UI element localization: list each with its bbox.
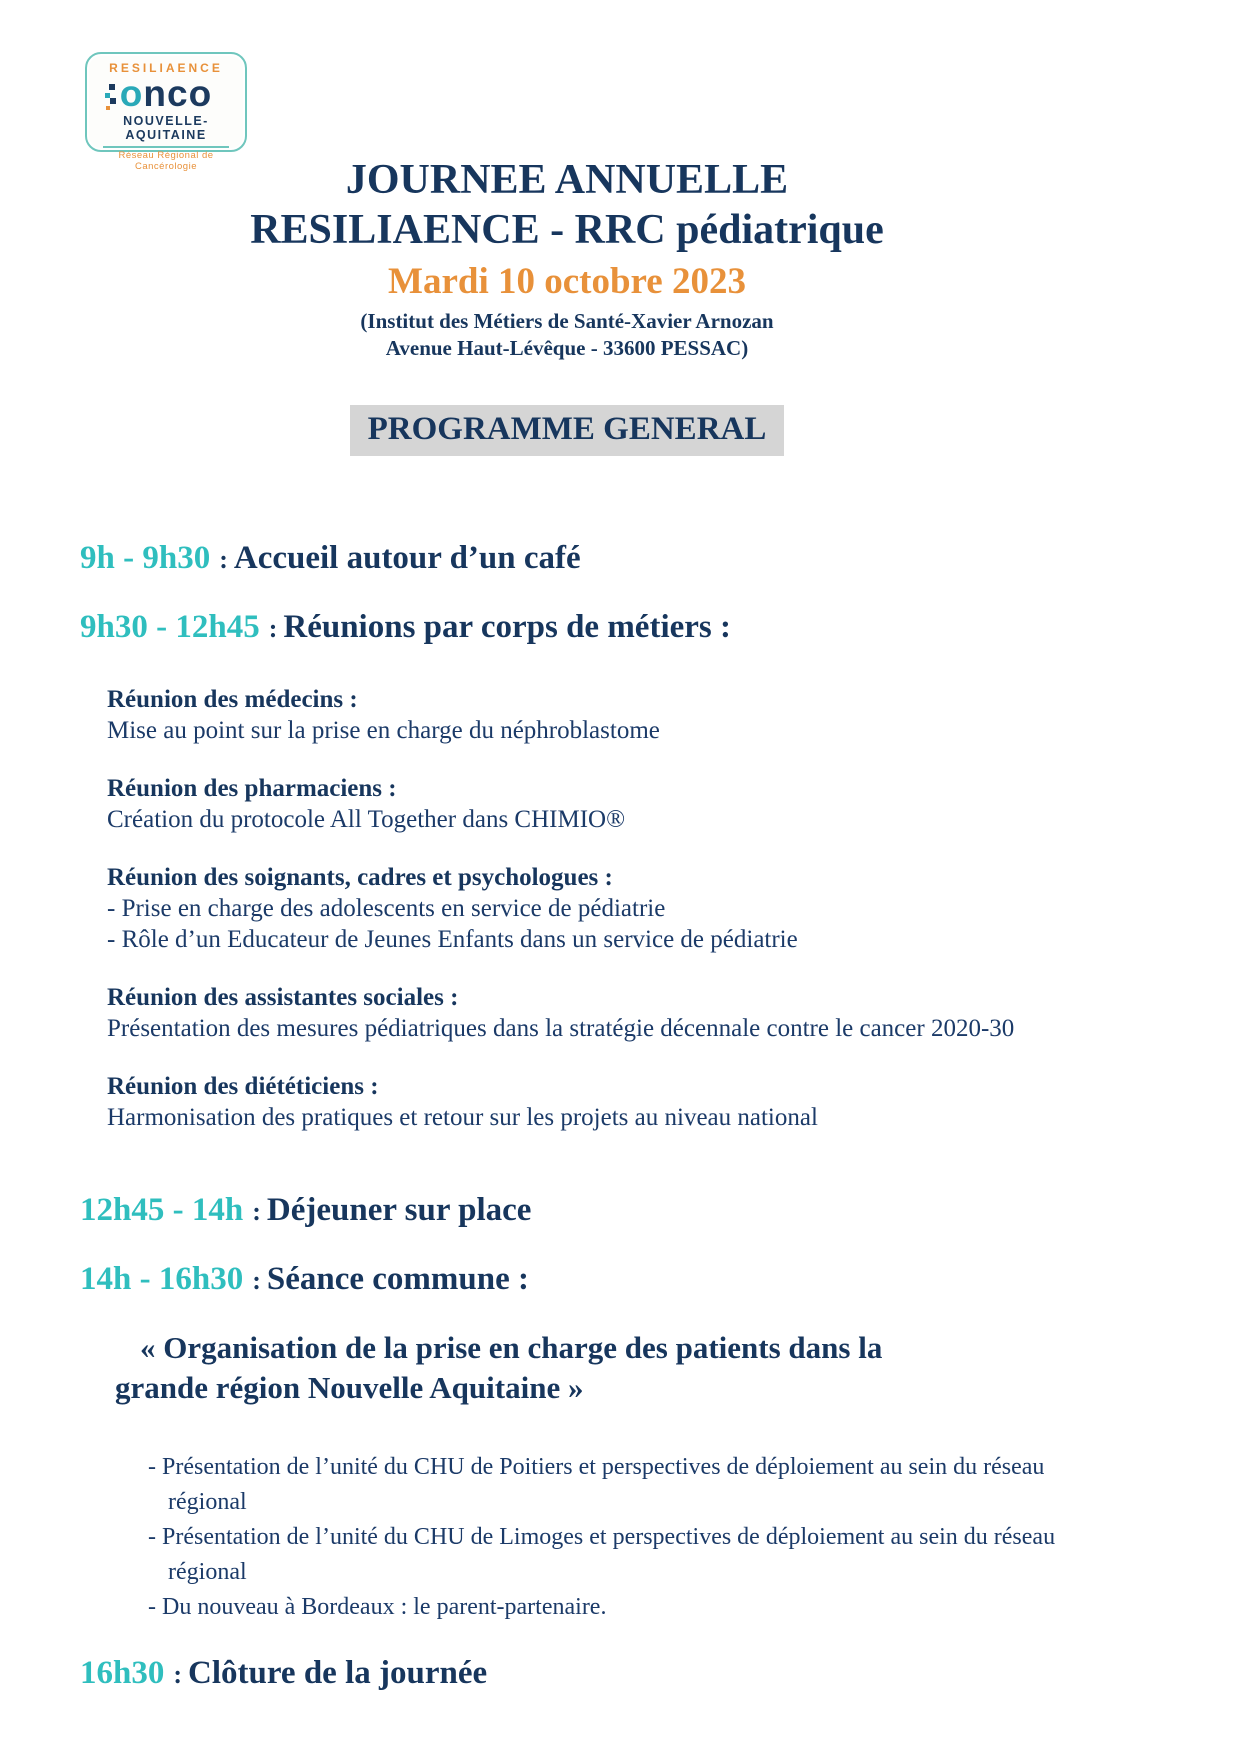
meeting-line: - Prise en charge des adolescents en service de pédiatrie [107,895,666,922]
bullet-item-poitiers: - Présentation de l’unité du CHU de Poitiers et perspectives de déploiement au sein du réseau régional [148,1454,1045,1515]
logo-region-text: NOUVELLE-AQUITAINE [123,114,209,142]
event-date: Mardi 10 octobre 2023 [388,261,746,302]
schedule-item-seance-commune [80,1259,1191,1301]
meeting-dieteticiens [107,1071,1191,1133]
schedule-title: Clôture de la journée [188,1655,488,1691]
schedule-title: Séance commune : [266,1261,529,1297]
programme-banner: PROGRAMME GENERAL [350,405,785,456]
logo-onco-wordmark [87,73,245,114]
meeting-title: Réunion des diététiciens : [107,1073,379,1100]
meeting-soignants [107,862,1191,955]
mosaic-dots-icon [105,84,117,110]
venue-line2: Avenue Haut-Lévêque - 33600 PESSAC) [385,336,749,360]
bullet-item-bordeaux: - Du nouveau à Bordeaux : le parent-partenaire. [148,1594,607,1620]
schedule-item-accueil [80,538,1191,580]
logo-divider [103,146,229,148]
logo-onco-rest-letters: nco [143,73,213,114]
schedule-separator: : [173,1660,183,1689]
meeting-assistantes-sociales [107,982,1191,1044]
seance-quote-line2: grande région Nouvelle Aquitaine » [115,1370,584,1405]
schedule-separator: : [268,614,278,643]
page-title-line1: JOURNEE ANNUELLE [345,157,789,203]
meeting-line: Présentation des mesures pédiatriques dans la stratégie décennale contre le cancer 2020-30 [107,1015,1015,1042]
meeting-title: Réunion des soignants, cadres et psychologues : [107,864,613,891]
venue-line1: (Institut des Métiers de Santé-Xavier Arnozan [360,309,774,333]
schedule-item-cloture [80,1653,1191,1695]
page-title-line2: RESILIAENCE - RRC pédiatrique [250,207,884,253]
venue [0,308,1134,362]
schedule-title: Déjeuner sur place [266,1192,532,1228]
meetings-list [107,684,1191,1190]
schedule-time: 9h - 9h30 [80,540,211,576]
schedule-item-reunions [80,607,1191,649]
schedule-item-dejeuner [80,1190,1191,1232]
schedule-separator: : [252,1266,261,1295]
schedule-title: Accueil autour d’un café [233,540,581,576]
meeting-title: Réunion des pharmaciens : [107,775,397,802]
meeting-line: Harmonisation des pratiques et retour sur les projets au niveau national [107,1104,818,1131]
schedule-separator: : [252,1197,261,1226]
seance-bullet-list [80,1450,1100,1625]
logo-resiliaence-text: RESILIAENCE [109,61,223,75]
meeting-line: - Rôle d’un Educateur de Jeunes Enfants dans un service de pédiatrie [107,926,798,953]
schedule-separator: : [219,545,228,574]
meeting-line: Création du protocole All Together dans CHIMIO® [107,806,626,833]
schedule-time: 9h30 - 12h45 [80,609,260,645]
onco-nouvelle-aquitaine-logo [85,52,247,172]
seance-theme-quote [80,1328,1191,1408]
logo-onco-first-letter: o [119,73,144,114]
meeting-title: Réunion des assistantes sociales : [107,984,459,1011]
schedule-time: 14h - 16h30 [80,1261,244,1297]
meeting-medecins [107,684,1191,746]
meeting-title: Réunion des médecins : [107,686,358,713]
schedule-time: 12h45 - 14h [80,1192,244,1228]
bullet-item-limoges: - Présentation de l’unité du CHU de Limoges et perspectives de déploiement au sein du réseau régional [148,1524,1056,1585]
header [0,155,1134,456]
programme-schedule [0,538,1241,1722]
logo-tagline-text: Réseau Régional de Cancérologie [118,150,214,172]
meeting-pharmaciens [107,773,1191,835]
schedule-title: Réunions par corps de métiers : [283,609,731,645]
banner-row [0,405,1134,456]
meeting-line: Mise au point sur la prise en charge du néphroblastome [107,717,660,744]
seance-quote-line1: « Organisation de la prise en charge des patients dans la [140,1330,883,1365]
schedule-time: 16h30 [80,1655,165,1691]
